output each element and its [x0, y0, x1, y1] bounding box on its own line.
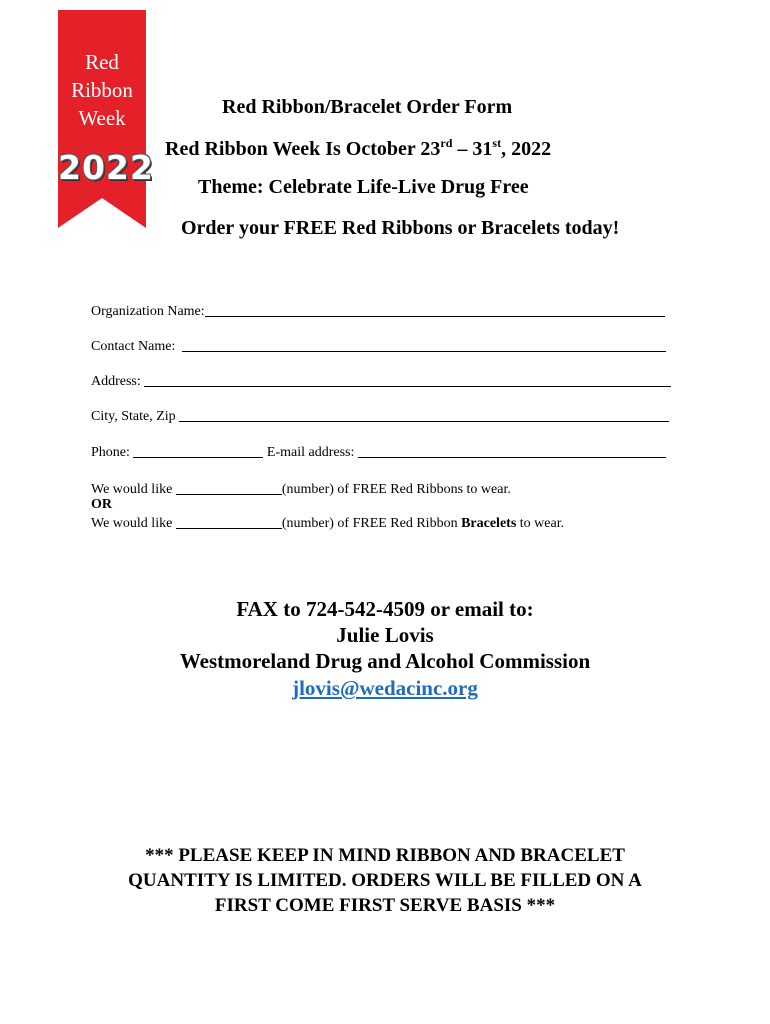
organization-field[interactable]	[91, 302, 665, 320]
or-label: OR	[91, 497, 112, 512]
logo-line-week: Week	[78, 106, 126, 130]
logo-line-red: Red	[85, 50, 119, 74]
theme-line: Theme: Celebrate Life-Live Drug Free	[198, 176, 529, 198]
phone-label: Phone:	[91, 445, 130, 460]
address-field[interactable]	[91, 372, 671, 390]
email-label: E-mail address:	[266, 445, 355, 460]
fax-line: FAX to 724-542-4509 or email to:	[236, 597, 534, 621]
phone-blank[interactable]	[133, 443, 263, 458]
contact-person: Julie Lovis	[336, 623, 434, 647]
logo-line-ribbon: Ribbon	[71, 78, 133, 102]
contact-label: Contact Name:	[91, 339, 176, 354]
quantity-notice: *** PLEASE KEEP IN MIND RIBBON AND BRACELET QUANTITY IS LIMITED. ORDERS WILL BE FILLED ON A FIRST COME FIRST SERVE BASIS ***	[128, 845, 642, 916]
ribbons-quantity-field[interactable]: We would like (number) of FREE Red Ribbons to wear.	[91, 482, 511, 497]
logo-text	[58, 48, 146, 132]
contact-email	[0, 676, 770, 701]
contact-blank[interactable]	[182, 337, 666, 352]
form-title: Red Ribbon/Bracelet Order Form	[222, 96, 513, 118]
organization-blank[interactable]	[205, 302, 665, 317]
email-blank[interactable]	[358, 443, 666, 458]
phone-email-field[interactable]	[91, 443, 666, 461]
address-label: Address:	[91, 374, 141, 389]
email-link[interactable]: jlovis@wedacinc.org	[292, 676, 478, 700]
bracelets-quantity-blank[interactable]	[176, 514, 282, 529]
contact-field[interactable]	[91, 337, 666, 355]
bracelets-quantity-field[interactable]: We would like (number) of FREE Red Ribbon Bracelets to wear.	[91, 516, 565, 531]
city-state-zip-blank[interactable]	[179, 407, 669, 422]
red-ribbon-week-logo	[58, 10, 154, 228]
city-state-zip-field[interactable]	[91, 407, 669, 425]
contact-org: Westmoreland Drug and Alcohol Commission	[179, 649, 591, 673]
event-dates: Red Ribbon Week Is October 23rd – 31st, 2022	[165, 136, 552, 160]
organization-label: Organization Name:	[91, 304, 205, 319]
logo-year: 2022	[58, 148, 154, 187]
ribbons-quantity-blank[interactable]	[176, 480, 282, 495]
cta-line: Order your FREE Red Ribbons or Bracelets today!	[181, 217, 620, 239]
address-blank[interactable]	[144, 372, 671, 387]
city-state-zip-label: City, State, Zip	[91, 409, 176, 424]
